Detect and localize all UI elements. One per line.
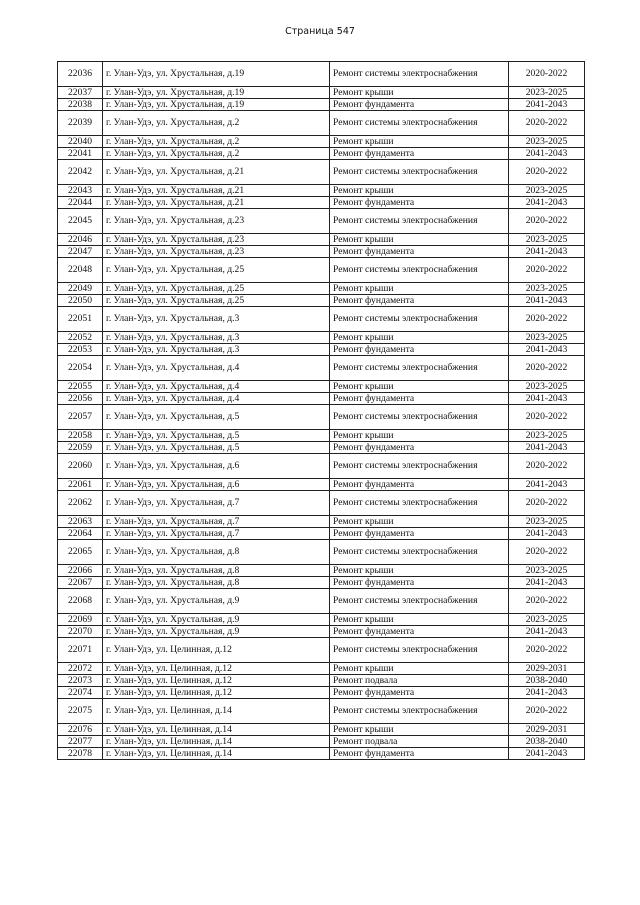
- row-period: 2023-2025: [509, 430, 585, 442]
- row-period: 2041-2043: [509, 99, 585, 111]
- row-period: 2020-2022: [509, 209, 585, 234]
- row-address: г. Улан-Удэ, ул. Хрустальная, д.2: [103, 136, 330, 148]
- row-work-type: Ремонт фундамента: [330, 295, 509, 307]
- row-address: г. Улан-Удэ, ул. Хрустальная, д.7: [103, 528, 330, 540]
- row-period: 2020-2022: [509, 258, 585, 283]
- row-address: г. Улан-Удэ, ул. Целинная, д.12: [103, 663, 330, 675]
- row-address: г. Улан-Удэ, ул. Хрустальная, д.2: [103, 148, 330, 160]
- table-row: [58, 491, 585, 516]
- row-number: 22041: [58, 148, 103, 160]
- row-work-type: Ремонт фундамента: [330, 393, 509, 405]
- row-number: 22069: [58, 614, 103, 626]
- table-row: [58, 111, 585, 136]
- row-address: г. Улан-Удэ, ул. Хрустальная, д.3: [103, 344, 330, 356]
- row-address: г. Улан-Удэ, ул. Целинная, д.12: [103, 675, 330, 687]
- table-row: [58, 454, 585, 479]
- row-number: 22038: [58, 99, 103, 111]
- table-row: [58, 283, 585, 295]
- row-number: 22075: [58, 699, 103, 724]
- table-row: [58, 136, 585, 148]
- row-address: г. Улан-Удэ, ул. Хрустальная, д.5: [103, 442, 330, 454]
- table-row: [58, 663, 585, 675]
- table-row: [58, 62, 585, 87]
- row-period: 2020-2022: [509, 540, 585, 565]
- row-period: 2041-2043: [509, 295, 585, 307]
- row-address: г. Улан-Удэ, ул. Целинная, д.12: [103, 638, 330, 663]
- row-work-type: Ремонт фундамента: [330, 442, 509, 454]
- row-work-type: Ремонт крыши: [330, 234, 509, 246]
- row-period: 2023-2025: [509, 185, 585, 197]
- row-work-type: Ремонт крыши: [330, 381, 509, 393]
- row-number: 22076: [58, 724, 103, 736]
- row-work-type: Ремонт системы электроснабжения: [330, 356, 509, 381]
- row-number: 22067: [58, 577, 103, 589]
- row-period: 2041-2043: [509, 344, 585, 356]
- row-period: 2023-2025: [509, 332, 585, 344]
- row-period: 2020-2022: [509, 638, 585, 663]
- table-row: [58, 699, 585, 724]
- row-period: 2041-2043: [509, 479, 585, 491]
- row-number: 22064: [58, 528, 103, 540]
- row-address: г. Улан-Удэ, ул. Хрустальная, д.3: [103, 307, 330, 332]
- row-work-type: Ремонт системы электроснабжения: [330, 111, 509, 136]
- row-number: 22047: [58, 246, 103, 258]
- row-work-type: Ремонт системы электроснабжения: [330, 454, 509, 479]
- row-work-type: Ремонт системы электроснабжения: [330, 62, 509, 87]
- row-work-type: Ремонт системы электроснабжения: [330, 405, 509, 430]
- table-row: [58, 577, 585, 589]
- row-period: 2041-2043: [509, 197, 585, 209]
- row-period: 2029-2031: [509, 663, 585, 675]
- row-period: 2041-2043: [509, 577, 585, 589]
- table-row: [58, 209, 585, 234]
- row-number: 22037: [58, 87, 103, 99]
- row-address: г. Улан-Удэ, ул. Хрустальная, д.9: [103, 626, 330, 638]
- table-row: [58, 234, 585, 246]
- row-number: 22057: [58, 405, 103, 430]
- row-address: г. Улан-Удэ, ул. Хрустальная, д.8: [103, 540, 330, 565]
- row-period: 2029-2031: [509, 724, 585, 736]
- row-work-type: Ремонт фундамента: [330, 246, 509, 258]
- row-work-type: Ремонт фундамента: [330, 344, 509, 356]
- row-address: г. Улан-Удэ, ул. Хрустальная, д.25: [103, 295, 330, 307]
- row-address: г. Улан-Удэ, ул. Хрустальная, д.2: [103, 111, 330, 136]
- row-address: г. Улан-Удэ, ул. Хрустальная, д.19: [103, 99, 330, 111]
- row-work-type: Ремонт системы электроснабжения: [330, 491, 509, 516]
- repair-schedule-table: [57, 61, 585, 760]
- table-row: [58, 393, 585, 405]
- row-address: г. Улан-Удэ, ул. Хрустальная, д.5: [103, 405, 330, 430]
- row-period: 2023-2025: [509, 136, 585, 148]
- row-work-type: Ремонт крыши: [330, 565, 509, 577]
- row-address: г. Улан-Удэ, ул. Хрустальная, д.7: [103, 516, 330, 528]
- row-number: 22074: [58, 687, 103, 699]
- row-work-type: Ремонт фундамента: [330, 528, 509, 540]
- row-number: 22048: [58, 258, 103, 283]
- table-row: [58, 160, 585, 185]
- row-period: 2038-2040: [509, 736, 585, 748]
- row-address: г. Улан-Удэ, ул. Хрустальная, д.8: [103, 577, 330, 589]
- row-work-type: Ремонт системы электроснабжения: [330, 540, 509, 565]
- row-address: г. Улан-Удэ, ул. Хрустальная, д.5: [103, 430, 330, 442]
- table-row: [58, 344, 585, 356]
- table-row: [58, 565, 585, 577]
- row-address: г. Улан-Удэ, ул. Хрустальная, д.23: [103, 234, 330, 246]
- row-address: г. Улан-Удэ, ул. Хрустальная, д.7: [103, 491, 330, 516]
- row-number: 22065: [58, 540, 103, 565]
- row-address: г. Улан-Удэ, ул. Хрустальная, д.3: [103, 332, 330, 344]
- row-number: 22053: [58, 344, 103, 356]
- row-work-type: Ремонт подвала: [330, 736, 509, 748]
- row-work-type: Ремонт крыши: [330, 185, 509, 197]
- row-work-type: Ремонт фундамента: [330, 687, 509, 699]
- table-row: [58, 748, 585, 760]
- row-work-type: Ремонт системы электроснабжения: [330, 638, 509, 663]
- row-work-type: Ремонт крыши: [330, 136, 509, 148]
- table-row: [58, 307, 585, 332]
- row-number: 22073: [58, 675, 103, 687]
- row-period: 2020-2022: [509, 356, 585, 381]
- row-work-type: Ремонт фундамента: [330, 748, 509, 760]
- row-period: 2041-2043: [509, 148, 585, 160]
- row-number: 22058: [58, 430, 103, 442]
- row-address: г. Улан-Удэ, ул. Хрустальная, д.9: [103, 614, 330, 626]
- row-period: 2020-2022: [509, 111, 585, 136]
- table-row: [58, 675, 585, 687]
- row-period: 2023-2025: [509, 381, 585, 393]
- row-number: 22050: [58, 295, 103, 307]
- row-work-type: Ремонт фундамента: [330, 626, 509, 638]
- row-number: 22044: [58, 197, 103, 209]
- row-work-type: Ремонт системы электроснабжения: [330, 209, 509, 234]
- row-number: 22045: [58, 209, 103, 234]
- row-number: 22072: [58, 663, 103, 675]
- row-period: 2023-2025: [509, 614, 585, 626]
- row-number: 22049: [58, 283, 103, 295]
- row-address: г. Улан-Удэ, ул. Хрустальная, д.4: [103, 381, 330, 393]
- row-number: 22042: [58, 160, 103, 185]
- row-address: г. Улан-Удэ, ул. Хрустальная, д.4: [103, 393, 330, 405]
- table-row: [58, 442, 585, 454]
- table-row: [58, 148, 585, 160]
- row-work-type: Ремонт крыши: [330, 87, 509, 99]
- row-work-type: Ремонт системы электроснабжения: [330, 307, 509, 332]
- table-row: [58, 528, 585, 540]
- table-row: [58, 405, 585, 430]
- table-row: [58, 87, 585, 99]
- row-period: 2023-2025: [509, 283, 585, 295]
- table-row: [58, 381, 585, 393]
- row-work-type: Ремонт системы электроснабжения: [330, 258, 509, 283]
- row-work-type: Ремонт крыши: [330, 724, 509, 736]
- row-number: 22040: [58, 136, 103, 148]
- page-header: Страница 547: [285, 26, 355, 37]
- row-period: 2020-2022: [509, 589, 585, 614]
- row-number: 22077: [58, 736, 103, 748]
- row-address: г. Улан-Удэ, ул. Хрустальная, д.21: [103, 197, 330, 209]
- row-address: г. Улан-Удэ, ул. Хрустальная, д.25: [103, 258, 330, 283]
- row-address: г. Улан-Удэ, ул. Хрустальная, д.19: [103, 62, 330, 87]
- row-address: г. Улан-Удэ, ул. Целинная, д.14: [103, 736, 330, 748]
- row-number: 22046: [58, 234, 103, 246]
- row-work-type: Ремонт крыши: [330, 516, 509, 528]
- row-number: 22063: [58, 516, 103, 528]
- row-number: 22060: [58, 454, 103, 479]
- row-address: г. Улан-Удэ, ул. Хрустальная, д.19: [103, 87, 330, 99]
- table-row: [58, 540, 585, 565]
- table-body: [58, 62, 585, 760]
- row-period: 2020-2022: [509, 454, 585, 479]
- row-address: г. Улан-Удэ, ул. Целинная, д.12: [103, 687, 330, 699]
- row-period: 2020-2022: [509, 307, 585, 332]
- table-row: [58, 258, 585, 283]
- row-address: г. Улан-Удэ, ул. Хрустальная, д.21: [103, 160, 330, 185]
- table-row: [58, 246, 585, 258]
- row-number: 22052: [58, 332, 103, 344]
- row-work-type: Ремонт фундамента: [330, 197, 509, 209]
- row-work-type: Ремонт фундамента: [330, 99, 509, 111]
- row-period: 2041-2043: [509, 626, 585, 638]
- row-number: 22078: [58, 748, 103, 760]
- row-work-type: Ремонт фундамента: [330, 479, 509, 491]
- row-period: 2041-2043: [509, 246, 585, 258]
- row-work-type: Ремонт крыши: [330, 614, 509, 626]
- row-period: 2023-2025: [509, 516, 585, 528]
- row-work-type: Ремонт крыши: [330, 332, 509, 344]
- row-period: 2020-2022: [509, 699, 585, 724]
- row-number: 22061: [58, 479, 103, 491]
- row-number: 22043: [58, 185, 103, 197]
- row-number: 22036: [58, 62, 103, 87]
- row-number: 22054: [58, 356, 103, 381]
- row-period: 2020-2022: [509, 405, 585, 430]
- row-address: г. Улан-Удэ, ул. Хрустальная, д.4: [103, 356, 330, 381]
- row-number: 22051: [58, 307, 103, 332]
- table-row: [58, 356, 585, 381]
- table-row: [58, 638, 585, 663]
- row-work-type: Ремонт крыши: [330, 663, 509, 675]
- row-period: 2020-2022: [509, 62, 585, 87]
- table-row: [58, 736, 585, 748]
- table-row: [58, 687, 585, 699]
- table-row: [58, 479, 585, 491]
- row-work-type: Ремонт фундамента: [330, 148, 509, 160]
- row-address: г. Улан-Удэ, ул. Целинная, д.14: [103, 748, 330, 760]
- row-period: 2023-2025: [509, 565, 585, 577]
- row-period: 2023-2025: [509, 87, 585, 99]
- table-row: [58, 197, 585, 209]
- row-number: 22066: [58, 565, 103, 577]
- row-work-type: Ремонт крыши: [330, 430, 509, 442]
- row-address: г. Улан-Удэ, ул. Хрустальная, д.21: [103, 185, 330, 197]
- row-address: г. Улан-Удэ, ул. Хрустальная, д.25: [103, 283, 330, 295]
- row-period: 2020-2022: [509, 160, 585, 185]
- row-number: 22055: [58, 381, 103, 393]
- table-row: [58, 626, 585, 638]
- row-address: г. Улан-Удэ, ул. Хрустальная, д.6: [103, 454, 330, 479]
- table-row: [58, 295, 585, 307]
- row-address: г. Улан-Удэ, ул. Хрустальная, д.23: [103, 246, 330, 258]
- row-number: 22070: [58, 626, 103, 638]
- row-number: 22068: [58, 589, 103, 614]
- row-address: г. Улан-Удэ, ул. Хрустальная, д.9: [103, 589, 330, 614]
- row-address: г. Улан-Удэ, ул. Хрустальная, д.8: [103, 565, 330, 577]
- row-work-type: Ремонт системы электроснабжения: [330, 160, 509, 185]
- row-address: г. Улан-Удэ, ул. Целинная, д.14: [103, 724, 330, 736]
- row-number: 22059: [58, 442, 103, 454]
- table-row: [58, 724, 585, 736]
- row-work-type: Ремонт подвала: [330, 675, 509, 687]
- table-row: [58, 516, 585, 528]
- row-address: г. Улан-Удэ, ул. Целинная, д.14: [103, 699, 330, 724]
- row-period: 2041-2043: [509, 687, 585, 699]
- row-work-type: Ремонт системы электроснабжения: [330, 699, 509, 724]
- row-period: 2038-2040: [509, 675, 585, 687]
- row-number: 22062: [58, 491, 103, 516]
- row-address: г. Улан-Удэ, ул. Хрустальная, д.6: [103, 479, 330, 491]
- table-row: [58, 99, 585, 111]
- row-number: 22039: [58, 111, 103, 136]
- row-period: 2041-2043: [509, 442, 585, 454]
- table-row: [58, 589, 585, 614]
- row-number: 22071: [58, 638, 103, 663]
- row-period: 2041-2043: [509, 393, 585, 405]
- row-address: г. Улан-Удэ, ул. Хрустальная, д.23: [103, 209, 330, 234]
- table-row: [58, 430, 585, 442]
- row-work-type: Ремонт системы электроснабжения: [330, 589, 509, 614]
- table-row: [58, 185, 585, 197]
- row-number: 22056: [58, 393, 103, 405]
- row-period: 2041-2043: [509, 528, 585, 540]
- row-work-type: Ремонт крыши: [330, 283, 509, 295]
- table-row: [58, 332, 585, 344]
- row-period: 2023-2025: [509, 234, 585, 246]
- row-period: 2041-2043: [509, 748, 585, 760]
- table-row: [58, 614, 585, 626]
- row-period: 2020-2022: [509, 491, 585, 516]
- row-work-type: Ремонт фундамента: [330, 577, 509, 589]
